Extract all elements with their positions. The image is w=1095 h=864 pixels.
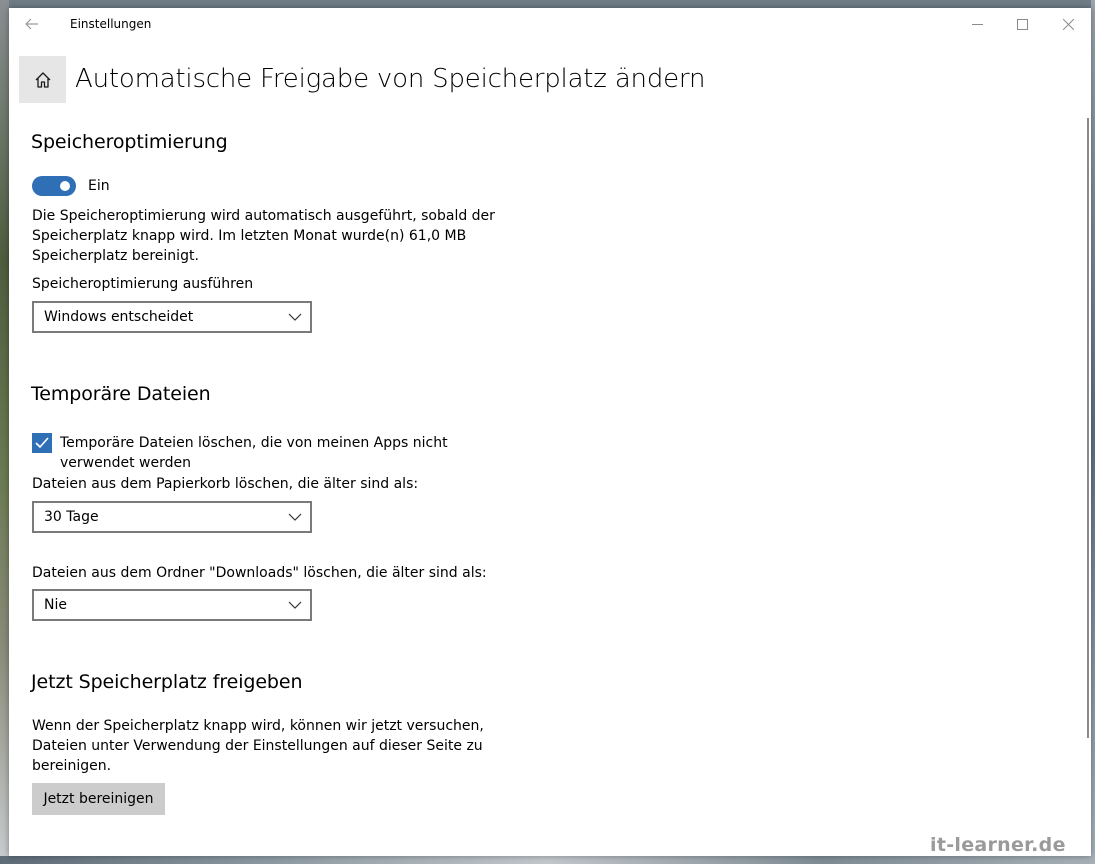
storage-sense-description-line-1: Die Speicheroptimierung wird automatisch ausgeführt, sobald der (32, 208, 495, 224)
run-storage-sense-value: Windows entscheidet (44, 309, 194, 325)
free-space-description-line-2: Dateien unter Verwendung der Einstellungen auf dieser Seite zu (32, 738, 483, 754)
chevron-down-icon (288, 512, 302, 522)
minimize-icon (972, 19, 983, 30)
close-icon (1063, 19, 1074, 30)
back-button[interactable] (9, 8, 55, 40)
storage-sense-heading: Speicheroptimierung (31, 131, 228, 153)
checkmark-icon (35, 437, 49, 449)
toggle-state-label: Ein (88, 178, 110, 194)
free-space-now-heading: Jetzt Speicherplatz freigeben (31, 671, 303, 693)
temp-files-heading: Temporäre Dateien (31, 383, 211, 405)
downloads-value: Nie (44, 597, 67, 613)
watermark: it-learner.de (930, 834, 1066, 856)
minimize-button[interactable] (954, 8, 1000, 40)
desktop-background-bottom (0, 856, 1095, 864)
home-icon (34, 71, 52, 89)
title-bar (9, 8, 1091, 40)
storage-sense-description-line-2: Speicherplatz knapp wird. Im letzten Monat wurde(n) 61,0 MB (32, 228, 467, 244)
free-space-description-line-3: bereinigen. (32, 758, 112, 774)
page-title: Automatische Freigabe von Speicherplatz ändern (75, 64, 706, 94)
vertical-scrollbar[interactable] (1087, 118, 1089, 738)
storage-sense-toggle[interactable] (32, 176, 76, 196)
maximize-button[interactable] (999, 8, 1045, 40)
delete-temp-files-checkbox[interactable] (32, 433, 52, 453)
run-storage-sense-label: Speicheroptimierung ausführen (32, 276, 254, 292)
run-storage-sense-dropdown[interactable] (32, 301, 312, 333)
chevron-down-icon (288, 600, 302, 610)
settings-window (9, 8, 1091, 856)
desktop-background-left (0, 0, 9, 864)
home-button[interactable] (19, 56, 66, 103)
recycle-bin-label: Dateien aus dem Papierkorb löschen, die älter sind als: (32, 476, 419, 492)
downloads-dropdown[interactable] (32, 589, 312, 621)
close-button[interactable] (1045, 8, 1091, 40)
clean-now-button[interactable]: Jetzt bereinigen (32, 783, 165, 815)
storage-sense-description-line-3: Speicherplatz bereinigt. (32, 248, 199, 264)
toggle-knob (60, 181, 70, 191)
desktop-background-right (1091, 0, 1095, 864)
chevron-down-icon (288, 312, 302, 322)
downloads-label: Dateien aus dem Ordner "Downloads" löschen, die älter sind als: (32, 565, 487, 581)
maximize-icon (1017, 19, 1028, 30)
delete-temp-files-label-line-1: Temporäre Dateien löschen, die von meinen Apps nicht (60, 435, 448, 451)
back-arrow-icon (25, 18, 39, 30)
recycle-bin-value: 30 Tage (44, 509, 99, 525)
delete-temp-files-label-line-2: verwendet werden (60, 455, 191, 471)
app-title: Einstellungen (70, 17, 152, 31)
free-space-description-line-1: Wenn der Speicherplatz knapp wird, können wir jetzt versuchen, (32, 718, 484, 734)
recycle-bin-dropdown[interactable] (32, 501, 312, 533)
